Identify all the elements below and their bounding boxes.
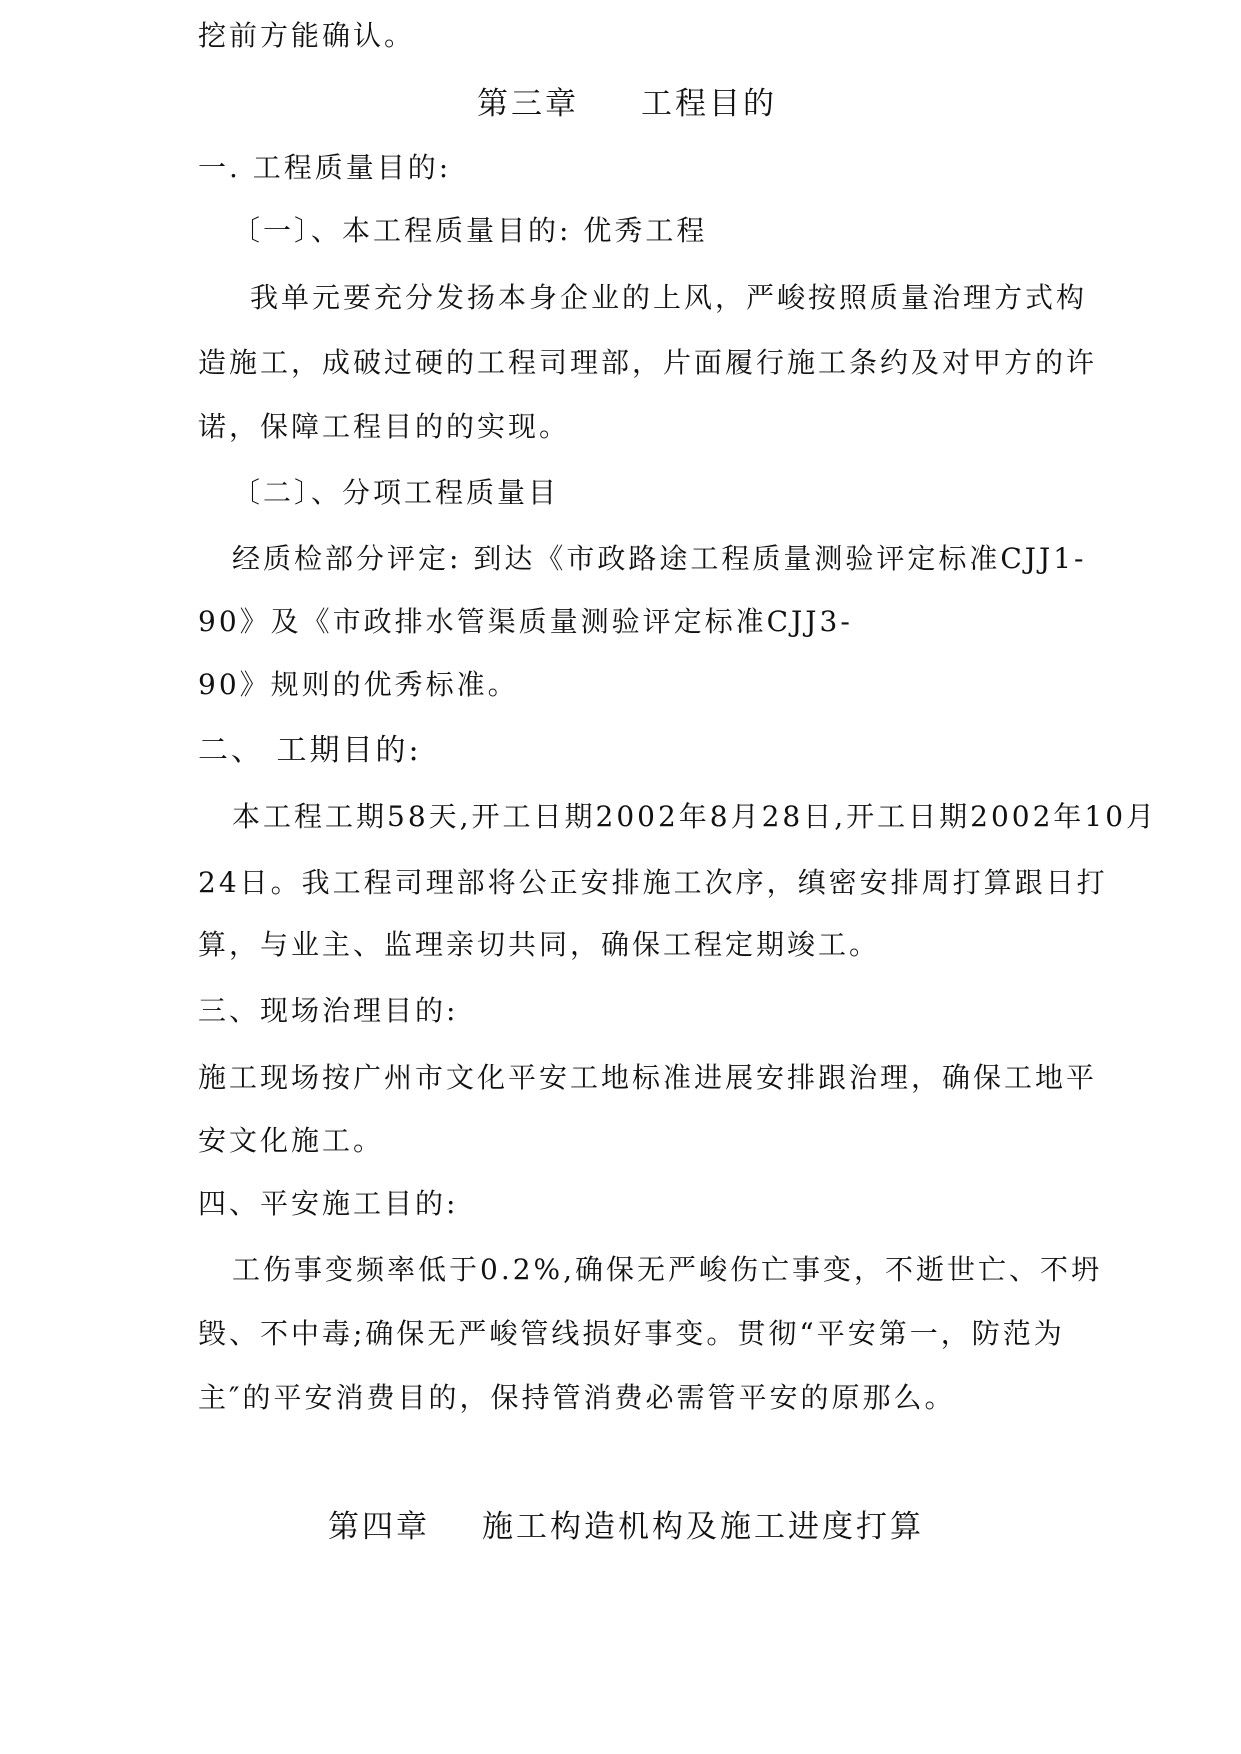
section-1-sub1-paragraph-line: 造施工，成破过硬的工程司理部，片面履行施工条约及对甲方的许	[198, 346, 1098, 379]
chapter-4-title: 施工构造机构及施工进度打算	[482, 1509, 924, 1545]
section-4-paragraph-line: 主″的平安消费目的，保持管消费必需管平安的原那么。	[198, 1381, 956, 1414]
chapter-3-heading	[477, 84, 777, 124]
chapter-4-heading	[328, 1507, 924, 1547]
section-4-heading: 四、平安施工目的:	[198, 1187, 459, 1220]
section-3-paragraph-line: 安文化施工。	[198, 1124, 385, 1157]
section-4-paragraph-line: 工伤事变频率低于0.2%,确保无严峻伤亡事变，不逝世亡、不坍	[232, 1253, 1103, 1286]
section-2-paragraph-line: 本工程工期58天,开工日期2002年8月28日,开工日期2002年10月	[232, 800, 1158, 833]
section-1-sub1-heading: 〔一〕、本工程质量目的: 优秀工程	[232, 214, 708, 247]
section-1-sub2-paragraph-line: 90》规则的优秀标准。	[198, 668, 519, 701]
section-2-paragraph-line: 算，与业主、监理亲切共同，确保工程定期竣工。	[198, 928, 881, 961]
section-1-sub2-paragraph-line: 90》及《市政排水管渠质量测验评定标准CJJ3-	[198, 605, 853, 638]
chapter-3-number: 第三章	[477, 86, 579, 122]
section-1-heading: 一. 工程质量目的:	[198, 151, 452, 184]
section-1-sub2-paragraph-line: 经质检部分评定: 到达《市政路途工程质量测验评定标准CJJ1-	[232, 542, 1087, 575]
intro-tail-text: 挖前方能确认。	[198, 19, 416, 52]
section-2-heading: 二、 工期目的:	[198, 733, 422, 768]
section-3-paragraph-line: 施工现场按广州市文化平安工地标准进展安排跟治理，确保工地平	[198, 1061, 1098, 1094]
section-2-paragraph-line: 24日。我工程司理部将公正安排施工次序，缜密安排周打算跟日打	[198, 866, 1108, 899]
section-3-heading: 三、现场治理目的:	[198, 994, 459, 1027]
section-1-sub1-paragraph-line: 诺，保障工程目的的实现。	[198, 410, 571, 443]
chapter-4-number: 第四章	[328, 1509, 430, 1545]
section-1-sub1-paragraph-line: 我单元要充分发扬本身企业的上风，严峻按照质量治理方式构	[250, 281, 1088, 314]
chapter-3-title: 工程目的	[641, 86, 777, 122]
section-4-paragraph-line: 毁、不中毒;确保无严峻管线损好事变。贯彻“平安第一，防范为	[198, 1317, 1065, 1350]
section-1-sub2-heading: 〔二〕、分项工程质量目	[232, 476, 560, 509]
